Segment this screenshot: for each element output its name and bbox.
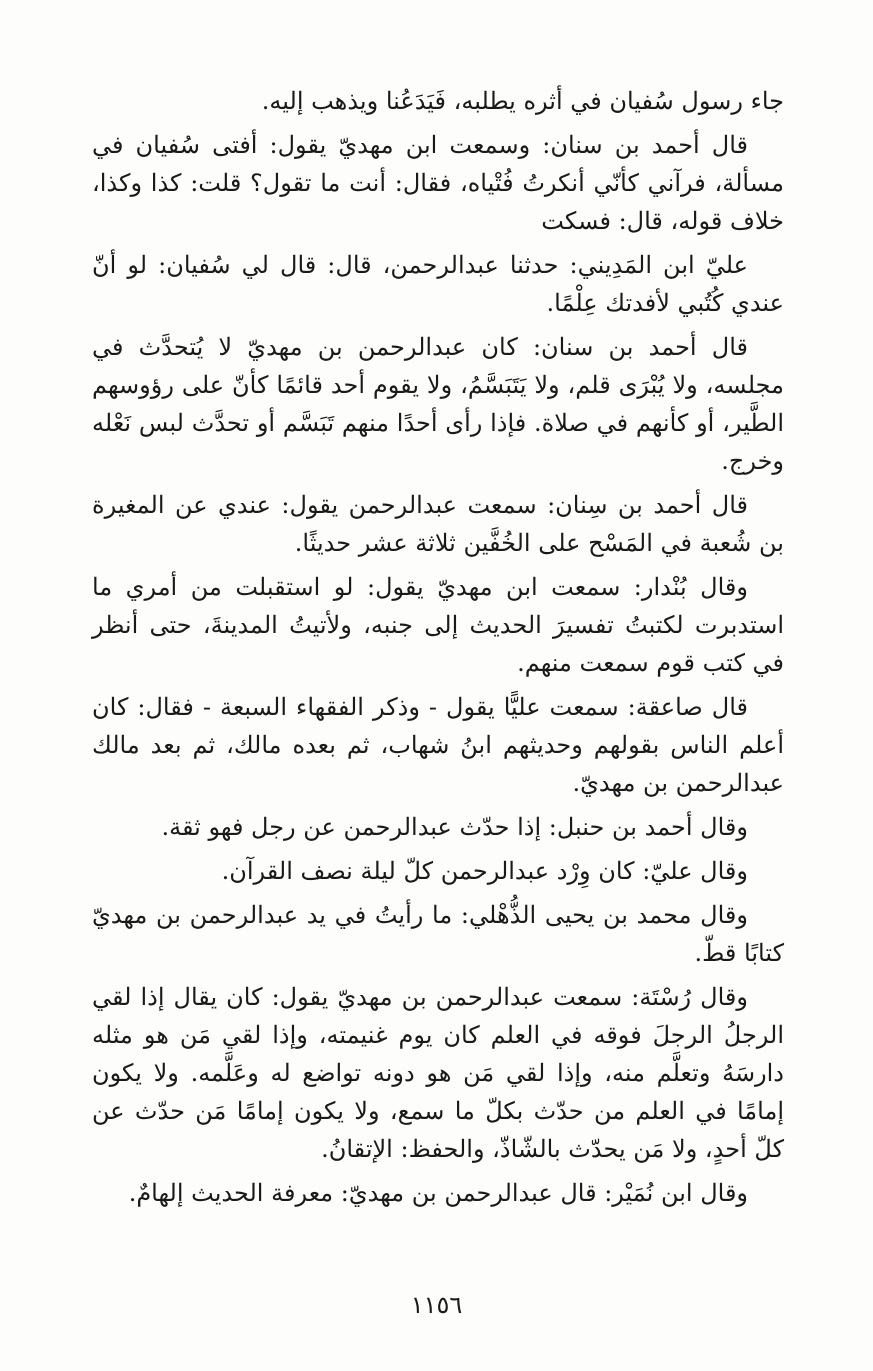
paragraph-11: وقال رُسْتَة: سمعت عبدالرحمن بن مهديّ يقول: كان يقال إذا لقي الرجلُ الرجلَ فوقه في العلم كان يوم غنيمته، وإذا لقي مَن هو مثله دارسَهُ وتعلَّم منه، وإذا لقي مَن هو دونه تواضع له وعَلَّمه. ولا يكون إمامًا في العلم من حدّث بكلّ ما سمع، ولا يكون إمامًا مَن حدّث عن كلّ أحدٍ، ولا مَن يحدّث بالشّاذّ، والحفظ: الإتقانُ. [92, 983, 784, 1163]
paragraph-6: وقال بُنْدار: سمعت ابن مهديّ يقول: لو استقبلت من أمري ما استدبرت لكتبتُ تفسيرَ الحديث إلى جنبه، ولأتيتُ المدينةَ، حتى أنظر في كتب قوم سمعت منهم. [92, 573, 784, 677]
paragraph-5: قال أحمد بن سِنان: سمعت عبدالرحمن يقول: عندي عن المغيرة بن شُعبة في المَسْح على الخُفَّين ثلاثة عشر حديثًا. [92, 491, 784, 557]
paragraph-7: قال صاعقة: سمعت عليًّا يقول - وذكر الفقهاء السبعة - فقال: كان أعلم الناس بقولهم وحديثهم ابنُ شهاب، ثم بعده مالك، ثم بعد مالك عبدالرحمن بن مهديّ. [92, 693, 784, 797]
paragraph-3: عليّ ابن المَدِيني: حدثنا عبدالرحمن، قال: قال لي سُفيان: لو أنّ عندي كُتُبي لأفدتك عِلْمًا. [92, 251, 784, 317]
body-text [92, 82, 784, 1218]
paragraph-4: قال أحمد بن سنان: كان عبدالرحمن بن مهديّ لا يُتحدَّث في مجلسه، ولا يُبْرَى قلم، ولا يَتَبَسَّمُ، ولا يقوم أحد قائمًا كأنّ على رؤوسهم الطَّير، أو كأنهم في صلاة. فإذا رأى أحدًا منهم تَبَسَّم أو تحدَّث لبس نَعْله وخرج. [92, 333, 784, 475]
paragraph-12: وقال ابن نُمَيْر: قال عبدالرحمن بن مهديّ: معرفة الحديث إلهامٌ. [128, 1179, 748, 1207]
paragraph-8: وقال أحمد بن حنبل: إذا حدّث عبدالرحمن عن رجل فهو ثقة. [161, 813, 748, 841]
paragraph-2: قال أحمد بن سنان: وسمعت ابن مهديّ يقول: أفتى سُفيان في مسألة، فرآني كأنّي أنكرتُ فُتْياه، فقال: أنت ما تقول؟ قلت: كذا وكذا، خلاف قوله، قال: فسكت [92, 131, 784, 235]
page-number: ١١٥٦ [410, 1291, 463, 1319]
paragraph-1: جاء رسول سُفيان في أثره يطلبه، فَيَدَعُنا ويذهب إليه. [261, 87, 784, 115]
paragraph-10: وقال محمد بن يحيى الذُّهْلي: ما رأيتُ في يد عبدالرحمن بن مهديّ كتابًا قطّ. [92, 901, 784, 967]
paragraph-9: وقال عليّ: كان وِرْد عبدالرحمن كلّ ليلة نصف القرآن. [221, 857, 748, 885]
